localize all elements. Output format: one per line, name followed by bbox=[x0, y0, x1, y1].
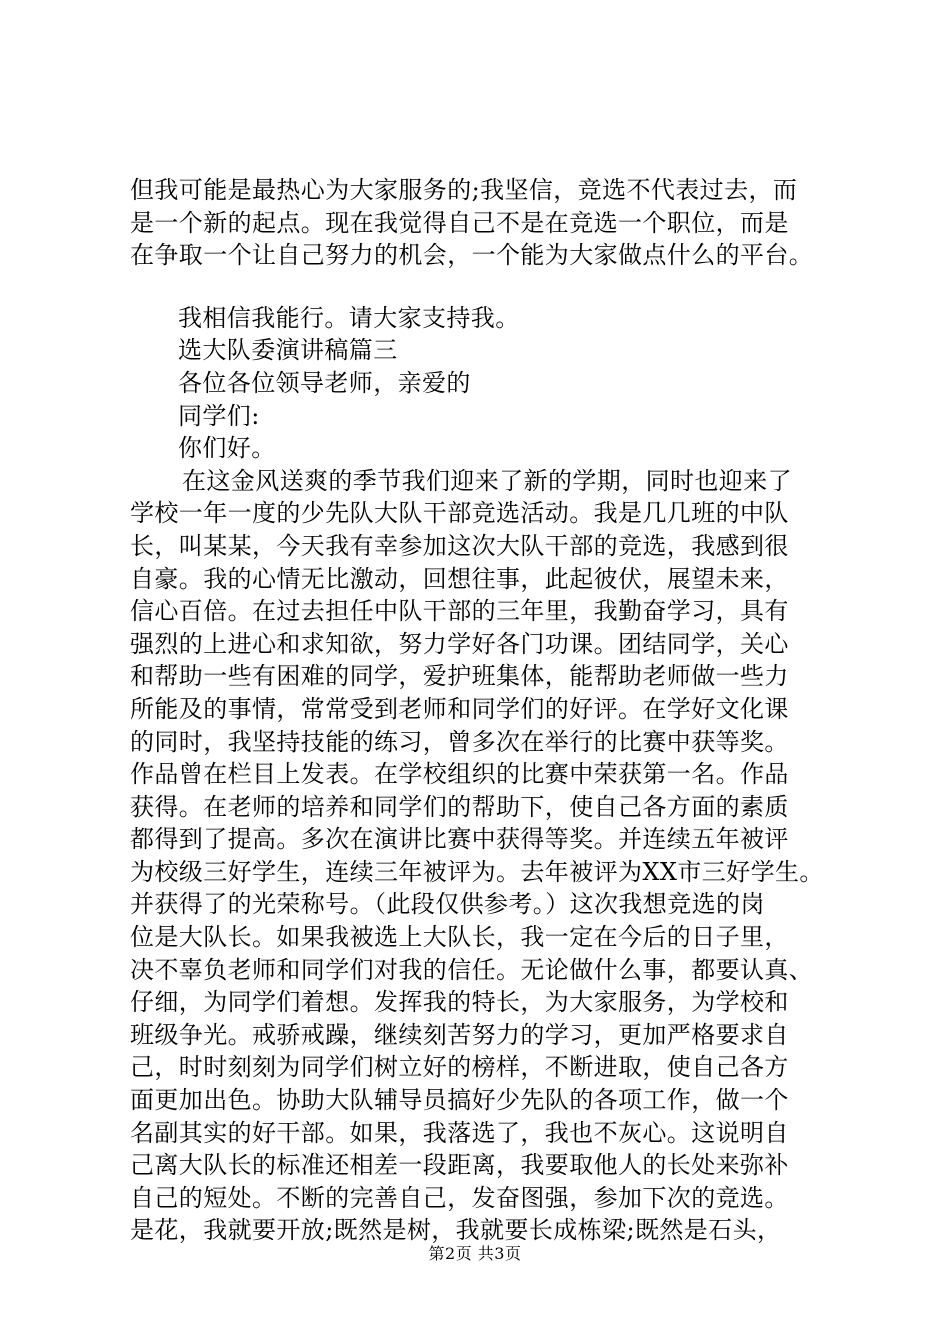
paragraph-line: 的同时，我坚持技能的练习，曾多次在举行的比赛中获等奖。 bbox=[130, 727, 789, 756]
paragraph-line: 为校级三好学生，连续三年被评为。去年被评为XX市三好学生。 bbox=[130, 857, 824, 886]
paragraph-line: 决不辜负老师和同学们对我的信任。无论做什么事，都要认真、 bbox=[130, 955, 814, 984]
paragraph-line: 位是大队长。如果我被选上大队长，我一定在今后的日子里， bbox=[130, 923, 789, 952]
paragraph-spacer bbox=[130, 272, 850, 302]
paragraph-line: 己离大队长的标准还相差一段距离，我要取他人的长处来弥补 bbox=[130, 1151, 789, 1180]
paragraph-line: 己，时时刻刻为同学们树立好的榜样，不断进取，使自己各方 bbox=[130, 1053, 789, 1082]
section-heading: 选大队委演讲稿篇三 bbox=[178, 336, 398, 365]
paragraph-line: 并获得了的光荣称号。（此段仅供参考。）这次我想竞选的岗 bbox=[130, 890, 765, 919]
text-line: 是一个新的起点。现在我觉得自己不是在竞选一个职位，而是 bbox=[130, 208, 789, 237]
paragraph-line: 获得。在老师的培养和同学们的帮助下，使自己各方面的素质 bbox=[130, 792, 789, 821]
paragraph-line: 都得到了提高。多次在演讲比赛中获得等奖。并连续五年被评 bbox=[130, 825, 789, 854]
paragraph-line: 所能及的事情，常常受到老师和同学们的好评。在学好文化课 bbox=[130, 694, 789, 723]
text-line: 但我可能是最热心为大家服务的;我坚信，竞选不代表过去，而 bbox=[130, 176, 798, 204]
text-line: 我相信我能行。请大家支持我。 bbox=[178, 303, 520, 332]
paragraph-line: 名副其实的好干部。如果，我落选了，我也不灰心。这说明自 bbox=[130, 1118, 789, 1147]
paragraph-first-line: 在这金风送爽的季节我们迎来了新的学期，同时也迎来了 bbox=[182, 466, 792, 495]
paragraph-line: 信心百倍。在过去担任中队干部的三年里，我勤奋学习，具有 bbox=[130, 597, 789, 626]
paragraph-line: 强烈的上进心和求知欲，努力学好各门功课。团结同学，关心 bbox=[130, 629, 789, 658]
paragraph-line: 仔细，为同学们着想。发挥我的特长，为大家服务，为学校和 bbox=[130, 988, 789, 1017]
paragraph-line: 学校一年一度的少先队大队干部竞选活动。我是几几班的中队 bbox=[130, 499, 789, 528]
paragraph-line: 面更加出色。协助大队辅导员搞好少先队的各项工作，做一个 bbox=[130, 1086, 789, 1115]
paragraph-line: 和帮助一些有困难的同学，爱护班集体，能帮助老师做一些力 bbox=[130, 662, 789, 691]
text-line: 在争取一个让自己努力的机会，一个能为大家做点什么的平台。 bbox=[130, 241, 814, 270]
paragraph-line: 班级争光。戒骄戒躁，继续刻苦努力的学习，更加严格要求自 bbox=[130, 1020, 789, 1049]
document-body bbox=[130, 174, 850, 1247]
greeting-line: 你们好。 bbox=[178, 434, 276, 463]
paragraph-line: 作品曾在栏目上发表。在学校组织的比赛中荣获第一名。作品 bbox=[130, 760, 789, 789]
paragraph-line: 是花，我就要开放;既然是树，我就要长成栋梁;既然是石头， bbox=[130, 1216, 782, 1245]
paragraph-line: 自豪。我的心情无比激动，回想往事，此起彼伏，展望未来， bbox=[130, 564, 789, 593]
salutation-line: 同学们: bbox=[178, 401, 260, 430]
paragraph-line: 自己的短处。不断的完善自己，发奋图强，参加下次的竞选。 bbox=[130, 1183, 789, 1212]
page-footer: 第2页 共3页 bbox=[428, 1244, 522, 1263]
paragraph-line: 长，叫某某，今天我有幸参加这次大队干部的竞选，我感到很 bbox=[130, 531, 789, 560]
salutation-line: 各位各位领导老师，亲爱的 bbox=[178, 368, 471, 397]
